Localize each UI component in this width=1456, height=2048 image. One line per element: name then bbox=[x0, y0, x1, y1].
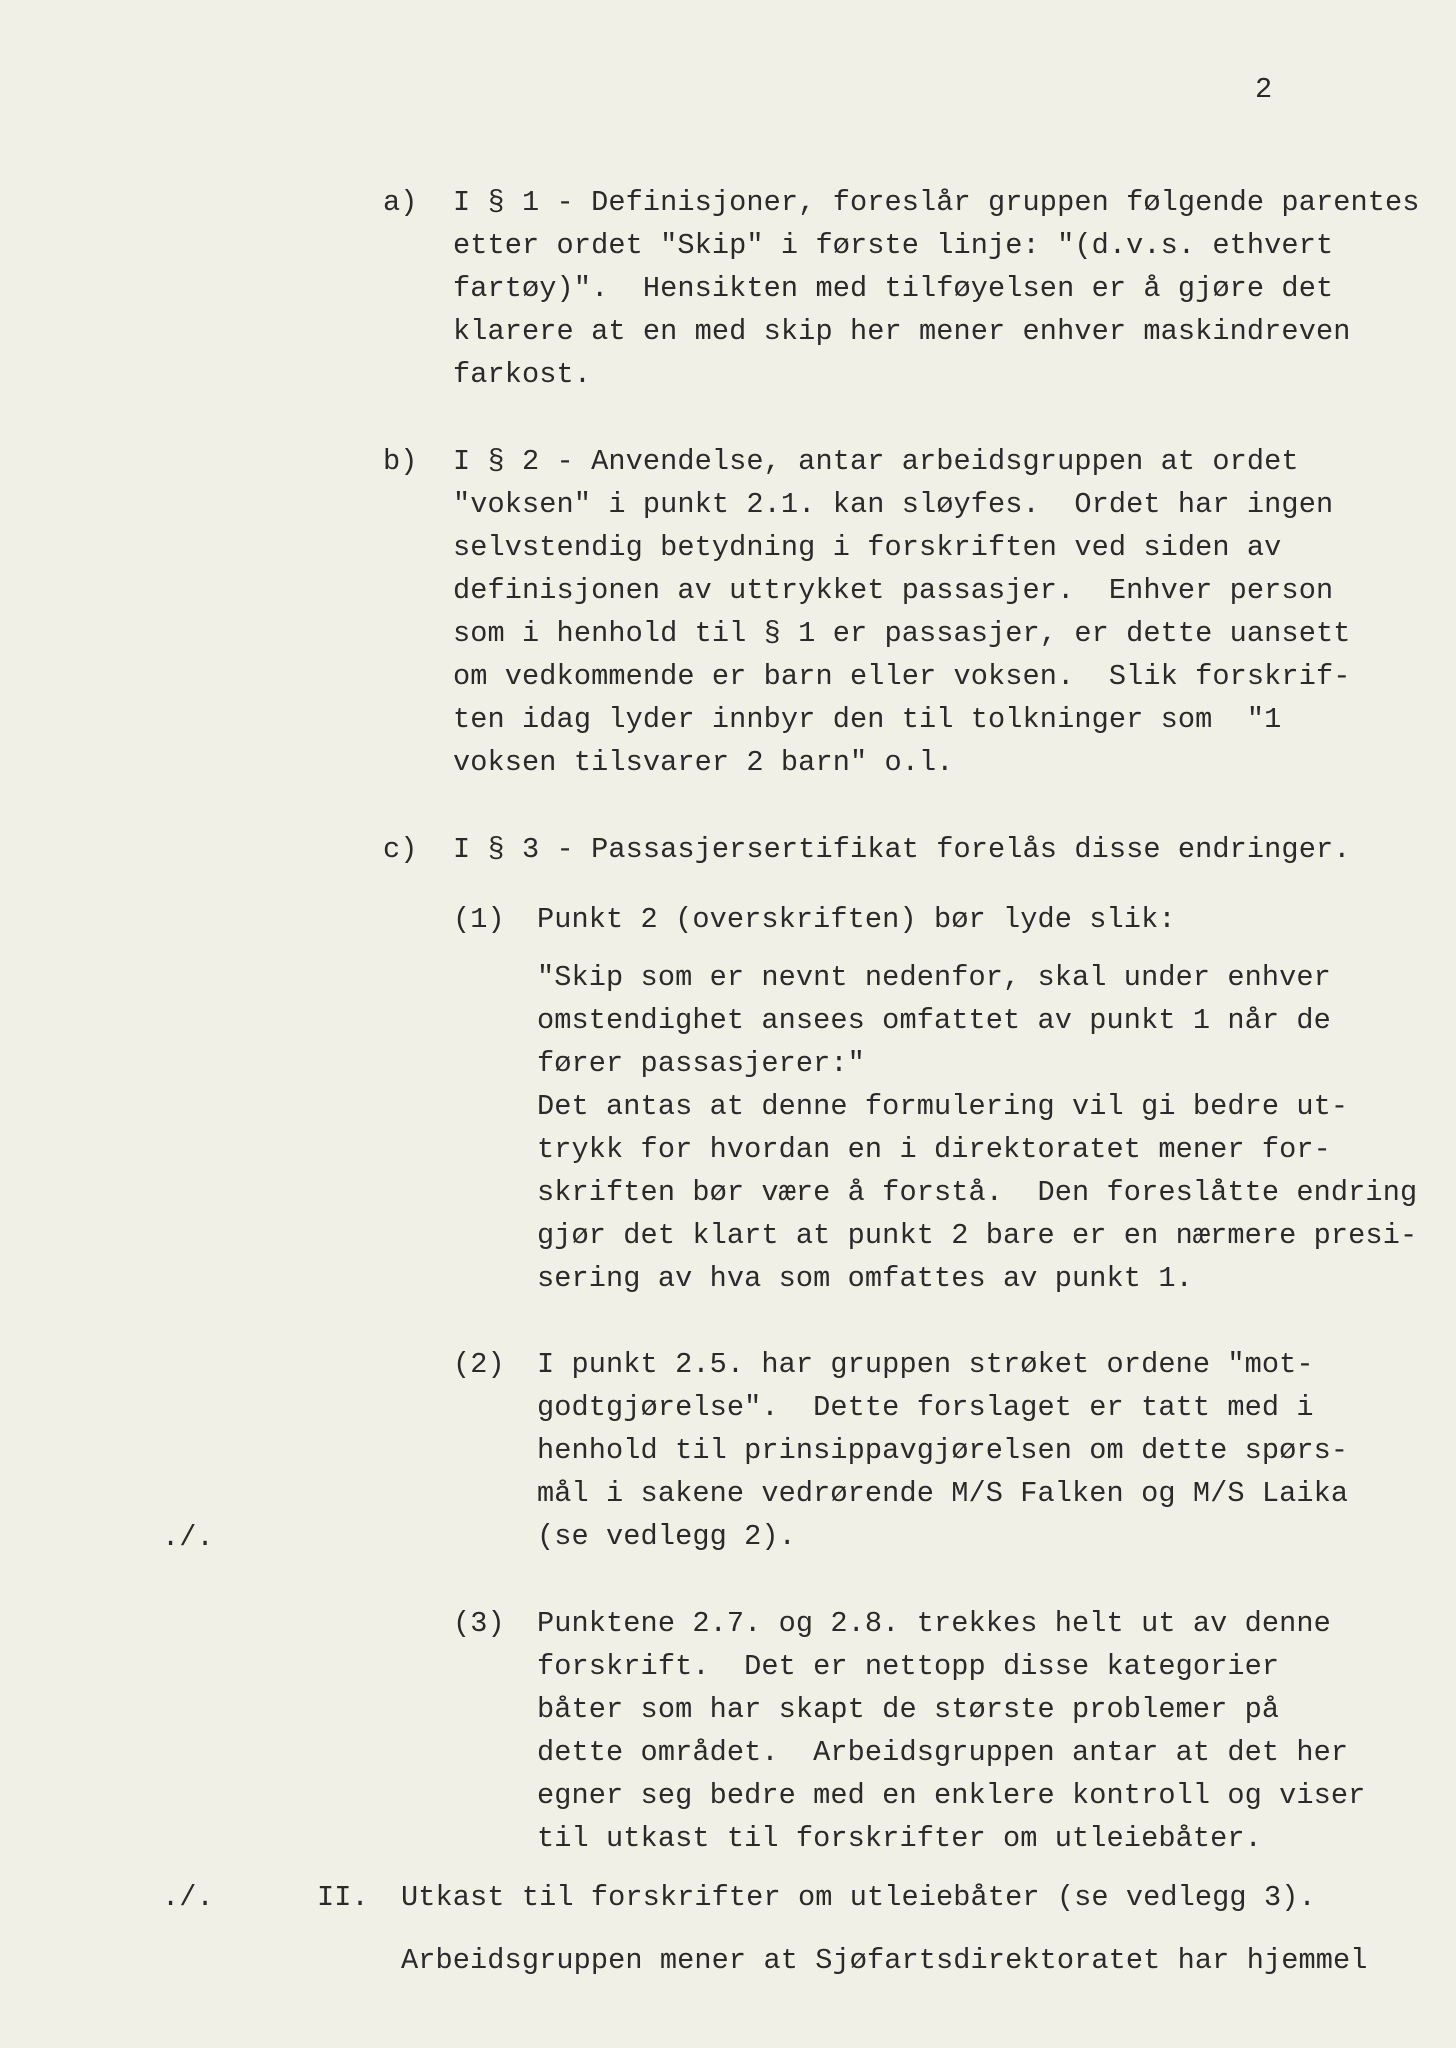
text-line: I § 1 - Definisjoner, foreslår gruppen følgende parentes bbox=[453, 186, 1420, 219]
item-c-text bbox=[453, 828, 1350, 871]
text-line: klarere at en med skip her mener enhver maskindreven bbox=[453, 315, 1351, 348]
text-line: (se vedlegg 2). bbox=[537, 1520, 796, 1553]
text-line: omstendighet ansees omfattet av punkt 1 når de bbox=[537, 1004, 1331, 1037]
item-b-label: b) bbox=[383, 445, 418, 478]
sub-3-label: (3) bbox=[453, 1607, 505, 1640]
sub-1-text bbox=[537, 898, 1176, 941]
text-line: godtgjørelse". Dette forslaget er tatt med i bbox=[537, 1391, 1314, 1424]
text-line: til utkast til forskrifter om utleiebåter. bbox=[537, 1822, 1262, 1855]
text-line: Punkt 2 (overskriften) bør lyde slik: bbox=[537, 903, 1176, 936]
text-line: etter ordet "Skip" i første linje: "(d.v.s. ethvert bbox=[453, 229, 1334, 262]
text-line: mål i sakene vedrørende M/S Falken og M/S Laika bbox=[537, 1477, 1349, 1510]
margin-mark-enclosure: ./. bbox=[162, 1521, 214, 1554]
text-line: ten idag lyder innbyr den til tolkninger som "1 bbox=[453, 703, 1282, 736]
text-line: fartøy)". Hensikten med tilføyelsen er å gjøre det bbox=[453, 272, 1334, 305]
text-line: fører passasjerer:" bbox=[537, 1047, 865, 1080]
sub-1-label: (1) bbox=[453, 903, 505, 936]
page-number: 2 bbox=[1255, 73, 1273, 106]
text-line: trykk for hvordan en i direktoratet mener for- bbox=[537, 1133, 1331, 1166]
text-line: som i henhold til § 1 er passasjer, er dette uansett bbox=[453, 617, 1351, 650]
text-line: om vedkommende er barn eller voksen. Slik forskrif- bbox=[453, 660, 1351, 693]
text-line: voksen tilsvarer 2 barn" o.l. bbox=[453, 746, 954, 779]
text-line: I punkt 2.5. har gruppen strøket ordene "mot- bbox=[537, 1348, 1314, 1381]
text-line: Det antas at denne formulering vil gi bedre ut- bbox=[537, 1090, 1349, 1123]
text-line: sering av hva som omfattes av punkt 1. bbox=[537, 1262, 1193, 1295]
text-line: "voksen" i punkt 2.1. kan sløyfes. Ordet har ingen bbox=[453, 488, 1334, 521]
item-a-label: a) bbox=[383, 186, 418, 219]
text-line: skriften bør være å forstå. Den foreslåtte endring bbox=[537, 1176, 1418, 1209]
item-a-text bbox=[453, 181, 1420, 396]
item-c-label: c) bbox=[383, 833, 418, 866]
text-line: "Skip som er nevnt nedenfor, skal under enhver bbox=[537, 961, 1331, 994]
sub-2-label: (2) bbox=[453, 1348, 505, 1381]
section-ii-label: II. bbox=[317, 1881, 369, 1914]
final-paragraph-line: Arbeidsgruppen mener at Sjøfartsdirektoratet har hjemmel bbox=[401, 1944, 1368, 1977]
section-ii-heading: Utkast til forskrifter om utleiebåter (se vedlegg 3). bbox=[401, 1881, 1316, 1914]
item-b-text bbox=[453, 440, 1350, 784]
text-line: gjør det klart at punkt 2 bare er en nærmere presi- bbox=[537, 1219, 1418, 1252]
text-line: definisjonen av uttrykket passasjer. Enhver person bbox=[453, 574, 1334, 607]
text-line: henhold til prinsippavgjørelsen om dette spørs- bbox=[537, 1434, 1349, 1467]
text-line: selvstendig betydning i forskriften ved siden av bbox=[453, 531, 1282, 564]
sub-1-continuation bbox=[537, 956, 1417, 1300]
text-line: egner seg bedre med en enklere kontroll og viser bbox=[537, 1779, 1366, 1812]
sub-2-text bbox=[537, 1343, 1348, 1558]
text-line: båter som har skapt de største problemer på bbox=[537, 1693, 1280, 1726]
text-line: I § 2 - Anvendelse, antar arbeidsgruppen at ordet bbox=[453, 445, 1299, 478]
text-line: Punktene 2.7. og 2.8. trekkes helt ut av denne bbox=[537, 1607, 1331, 1640]
sub-3-text bbox=[537, 1602, 1365, 1860]
text-line: dette området. Arbeidsgruppen antar at det her bbox=[537, 1736, 1349, 1769]
text-line: farkost. bbox=[453, 358, 592, 391]
text-line: I § 3 - Passasjersertifikat forelås disse endringer. bbox=[453, 833, 1351, 866]
margin-mark-enclosure: ./. bbox=[162, 1881, 214, 1914]
text-line: forskrift. Det er nettopp disse kategorier bbox=[537, 1650, 1280, 1683]
